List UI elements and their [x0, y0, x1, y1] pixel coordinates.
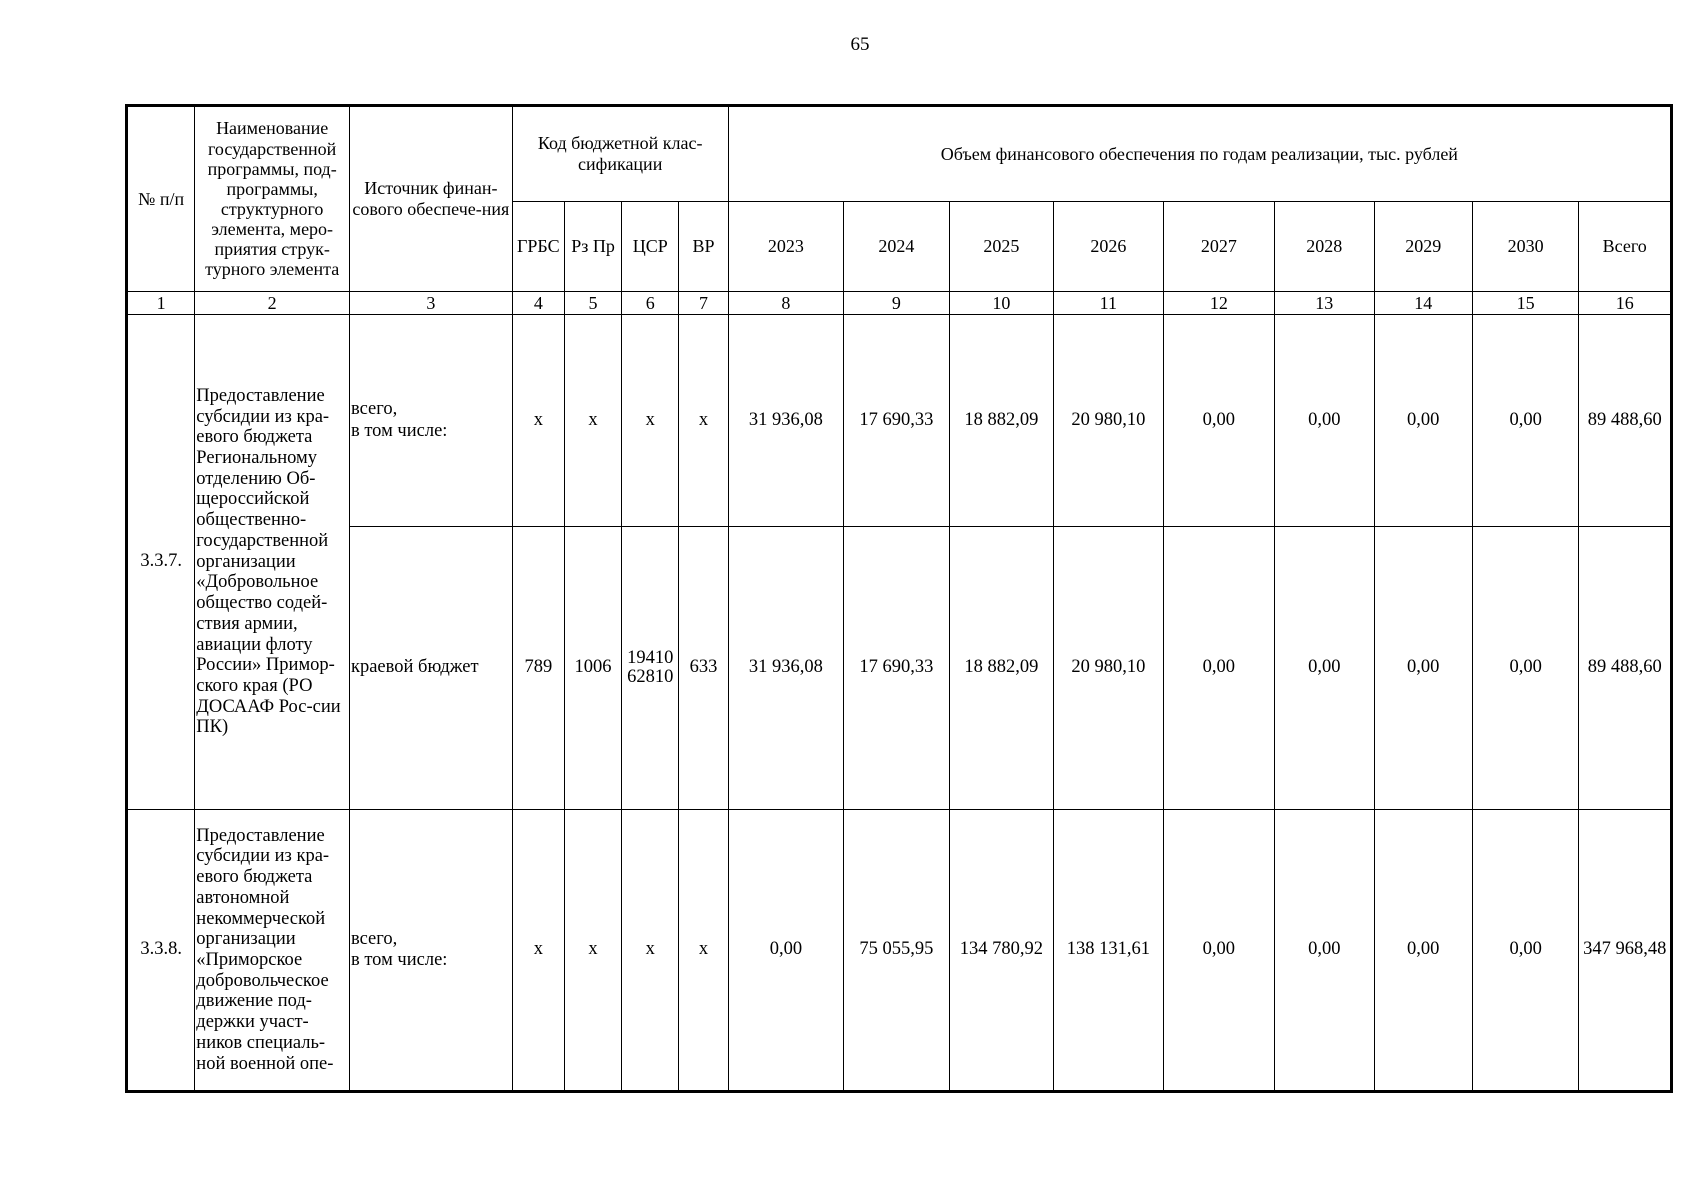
funding-source: всего, в том числе:: [349, 315, 512, 527]
header-num: № п/п: [127, 106, 195, 292]
value-2027: 0,00: [1163, 810, 1274, 1092]
column-number: 1: [127, 292, 195, 315]
code-rzpr: 1006: [564, 527, 621, 810]
code-grbs: х: [512, 810, 564, 1092]
code-rzpr: х: [564, 315, 621, 527]
column-number: 11: [1054, 292, 1163, 315]
value-2026: 20 980,10: [1054, 315, 1163, 527]
value-2025: 18 882,09: [949, 315, 1053, 527]
value-2027: 0,00: [1163, 315, 1274, 527]
column-number: 12: [1163, 292, 1274, 315]
value-2026: 138 131,61: [1054, 810, 1163, 1092]
value-2029: 0,00: [1374, 315, 1472, 527]
value-2030: 0,00: [1472, 527, 1578, 810]
measure-name: Предоставление субсидии из кра-евого бюджета Региональному отделению Об-щероссийской общественно-государственной организации «Добровольное общество содей-ствия армии, авиации флоту России» Примор-ского края (РО ДОСААФ Рос-сии ПК): [195, 315, 350, 810]
budget-table: [125, 104, 1673, 1093]
column-number: 5: [564, 292, 621, 315]
code-grbs: 789: [512, 527, 564, 810]
value-2024: 17 690,33: [844, 527, 949, 810]
column-number: 7: [679, 292, 728, 315]
code-rzpr: х: [564, 810, 621, 1092]
table-row: [127, 810, 1672, 1092]
row-number: 3.3.8.: [127, 810, 195, 1092]
page-number: 65: [850, 34, 870, 55]
column-number: 2: [195, 292, 350, 315]
header-source: Источник финан-сового обеспече-ния: [349, 106, 512, 292]
value-2023: 0,00: [728, 810, 844, 1092]
value-2030: 0,00: [1472, 810, 1578, 1092]
code-grbs: х: [512, 315, 564, 527]
header-code-group: Код бюджетной клас-сификации: [512, 106, 728, 202]
value-2028: 0,00: [1275, 315, 1374, 527]
value-total: 89 488,60: [1579, 315, 1672, 527]
value-2023: 31 936,08: [728, 527, 844, 810]
code-csr: х: [622, 315, 679, 527]
measure-name: Предоставление субсидии из кра-евого бюджета автономной некоммерческой организации «Приморское добровольческое движение под-держки участ-ников специаль-ной военной опе-: [195, 810, 350, 1092]
code-csr: 19410 62810: [622, 527, 679, 810]
table-row: [127, 315, 1672, 527]
value-2029: 0,00: [1374, 527, 1472, 810]
header-year-2024: 2024: [844, 202, 949, 292]
funding-source: всего, в том числе:: [349, 810, 512, 1092]
value-2024: 17 690,33: [844, 315, 949, 527]
column-number: 3: [349, 292, 512, 315]
header-code-grbs: ГРБС: [512, 202, 564, 292]
column-number: 4: [512, 292, 564, 315]
header-year-2026: 2026: [1054, 202, 1163, 292]
header-year-2028: 2028: [1275, 202, 1374, 292]
column-number: 9: [844, 292, 949, 315]
header-year-2030: 2030: [1472, 202, 1578, 292]
value-total: 89 488,60: [1579, 527, 1672, 810]
column-numbers-row: [127, 292, 1672, 315]
code-vr: 633: [679, 527, 728, 810]
column-number: 6: [622, 292, 679, 315]
header-code-csr: ЦСР: [622, 202, 679, 292]
value-2026: 20 980,10: [1054, 527, 1163, 810]
code-vr: х: [679, 810, 728, 1092]
column-number: 13: [1275, 292, 1374, 315]
header-year-2025: 2025: [949, 202, 1053, 292]
value-2025: 134 780,92: [949, 810, 1053, 1092]
value-2029: 0,00: [1374, 810, 1472, 1092]
header-year-2023: 2023: [728, 202, 844, 292]
code-vr: х: [679, 315, 728, 527]
header-code-vr: ВР: [679, 202, 728, 292]
table-row: [127, 527, 1672, 810]
funding-source: краевой бюджет: [349, 527, 512, 810]
value-2030: 0,00: [1472, 315, 1578, 527]
value-2025: 18 882,09: [949, 527, 1053, 810]
header-name: Наименование государственной программы, под-программы, структурного элемента, меро-приятия струк-турного элемента: [195, 106, 350, 292]
value-2028: 0,00: [1275, 527, 1374, 810]
row-number: 3.3.7.: [127, 315, 195, 810]
value-2023: 31 936,08: [728, 315, 844, 527]
header-code-rzpr: Рз Пр: [564, 202, 621, 292]
value-2024: 75 055,95: [844, 810, 949, 1092]
value-2028: 0,00: [1275, 810, 1374, 1092]
value-total: 347 968,48: [1579, 810, 1672, 1092]
column-number: 15: [1472, 292, 1578, 315]
value-2027: 0,00: [1163, 527, 1274, 810]
header-year-2027: 2027: [1163, 202, 1274, 292]
column-number: 10: [949, 292, 1053, 315]
column-number: 14: [1374, 292, 1472, 315]
header-total: Всего: [1579, 202, 1672, 292]
code-csr: х: [622, 810, 679, 1092]
header-year-2029: 2029: [1374, 202, 1472, 292]
column-number: 16: [1579, 292, 1672, 315]
column-number: 8: [728, 292, 844, 315]
header-volume-group: Объем финансового обеспечения по годам реализации, тыс. рублей: [728, 106, 1671, 202]
